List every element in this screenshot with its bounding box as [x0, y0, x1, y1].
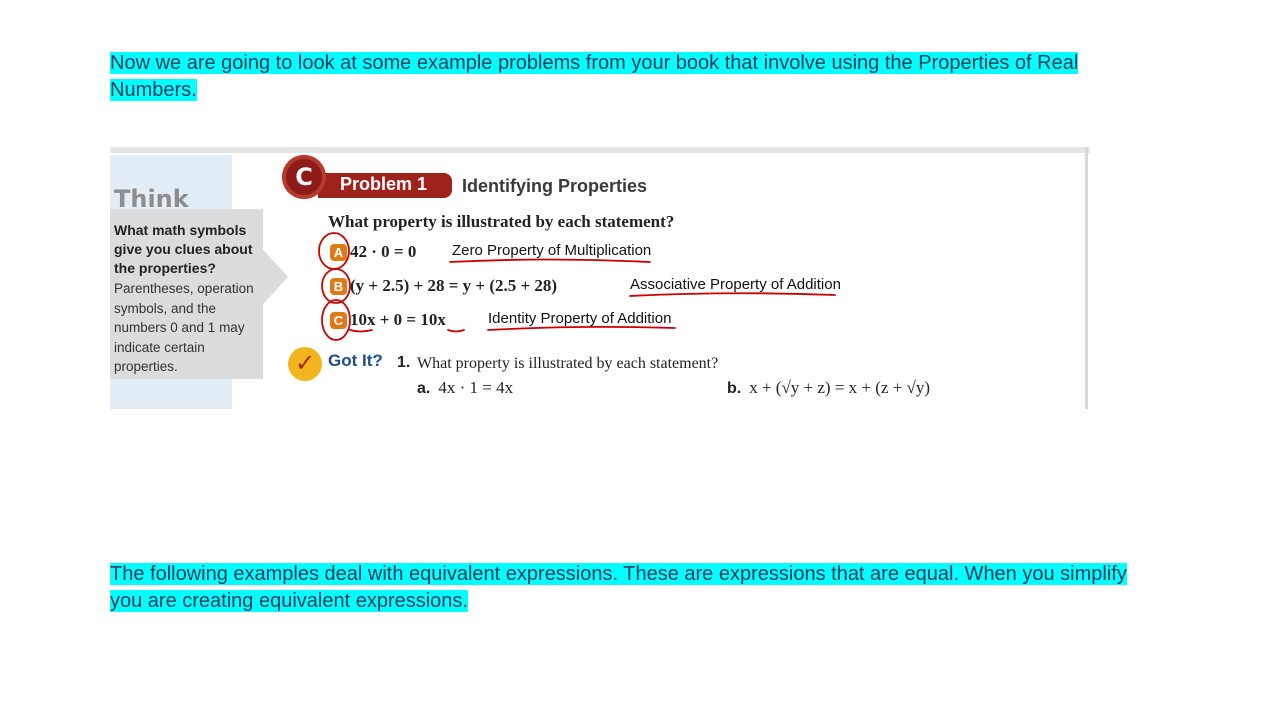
- checkmark-icon: ✓: [288, 347, 322, 381]
- got-it-part-b-label: b.: [727, 380, 742, 397]
- problem-label: Problem 1: [340, 174, 428, 194]
- item-letter-c: C: [330, 312, 347, 329]
- got-it-part-b: [727, 378, 930, 398]
- item-letter-a: A: [330, 244, 347, 261]
- item-letter-b: B: [330, 278, 347, 295]
- underline-annotation-b: [630, 293, 835, 296]
- underline-annotation-c: [488, 327, 675, 330]
- got-it-question: What property is illustrated by each statement?: [417, 355, 719, 372]
- outro-text: The following examples deal with equivalent expressions. These are expressions that are equal. When you simplify you are creating equivalent expressions.: [110, 563, 1127, 612]
- got-it-part-a-expression: 4x · 1 = 4x: [438, 378, 514, 397]
- underline-annotation-c-expr-1: [350, 330, 372, 332]
- intro-text: Now we are going to look at some example problems from your book that involve using the Properties of Real Numbers.: [110, 52, 1079, 101]
- item-expression-a: 42 · 0 = 0: [350, 242, 417, 261]
- got-it-part-b-expression: x + (√y + z) = x + (z + √y): [749, 378, 931, 397]
- problem-question: What property is illustrated by each statement?: [328, 212, 675, 231]
- got-it-part-a: [417, 378, 513, 398]
- underline-annotation-a: [450, 260, 650, 263]
- excerpt-right-border: [1085, 147, 1088, 409]
- got-it-part-a-label: a.: [417, 380, 431, 397]
- got-it-label: Got It?: [328, 351, 383, 370]
- item-answer-c: Identity Property of Addition: [488, 310, 672, 327]
- textbook-excerpt: [110, 147, 1090, 409]
- problem-c-icon: C: [282, 155, 326, 199]
- think-question: What math symbols give you clues about the properties?: [114, 222, 253, 276]
- outro-paragraph: [110, 561, 1150, 615]
- problem-title: Identifying Properties: [462, 176, 648, 196]
- item-answer-a: Zero Property of Multiplication: [452, 242, 652, 259]
- item-answer-b: Associative Property of Addition: [630, 276, 841, 293]
- excerpt-top-border: [110, 147, 1090, 153]
- think-hint: Parentheses, operation symbols, and the numbers 0 and 1 may indicate certain properties.: [114, 281, 254, 374]
- underline-annotation-c-expr-2: [448, 330, 464, 332]
- item-expression-c: 10x + 0 = 10x: [350, 310, 446, 329]
- think-title: Think: [114, 185, 189, 213]
- item-expression-b: (y + 2.5) + 28 = y + (2.5 + 28): [350, 276, 558, 295]
- got-it-number: 1.: [397, 354, 411, 371]
- intro-paragraph: [110, 50, 1150, 104]
